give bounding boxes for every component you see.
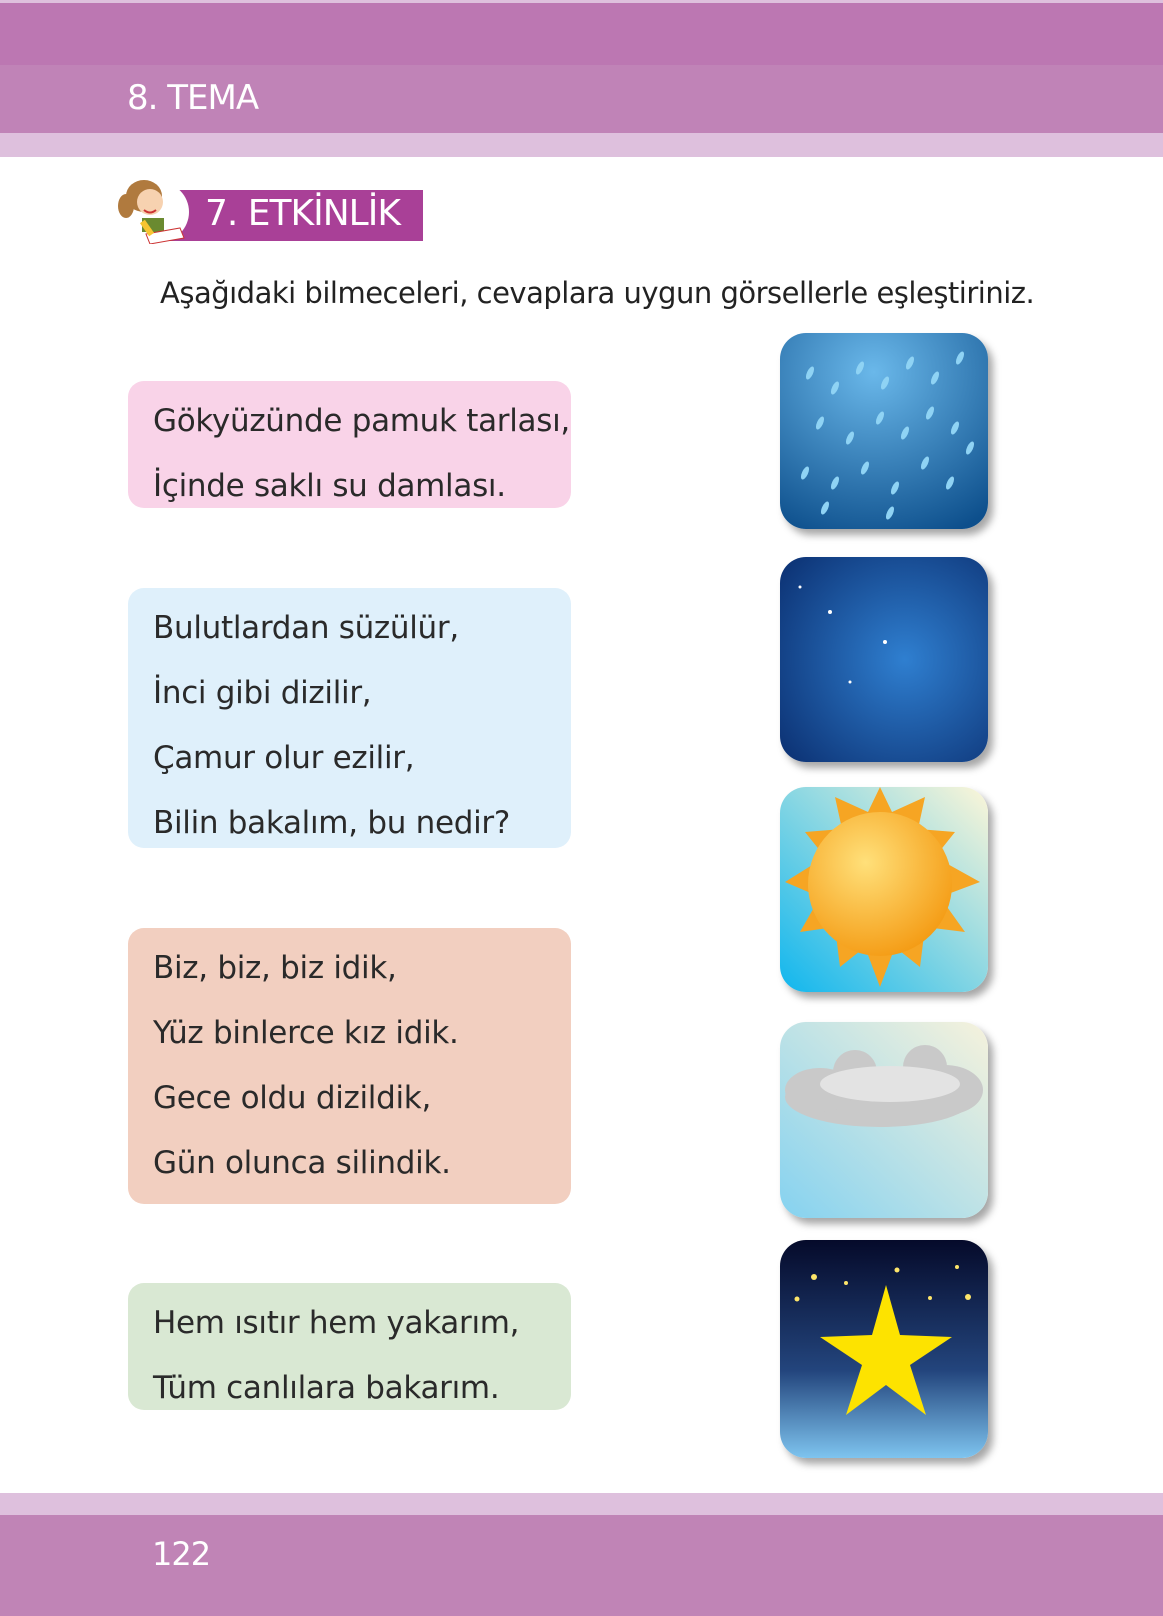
star-icon (780, 1240, 988, 1458)
riddle-box-3 (128, 928, 571, 1204)
header-band (0, 3, 1163, 65)
riddle-line: Gün olunca silindik. (153, 1145, 451, 1181)
moon-icon (780, 557, 988, 762)
rain-picture (780, 333, 988, 529)
riddle-box-1 (128, 381, 571, 508)
riddle-line: Bulutlardan süzülür, (153, 610, 459, 646)
riddle-line: Gökyüzünde pamuk tarlası, (153, 403, 570, 439)
star-picture (780, 1240, 988, 1458)
cloud-picture (780, 1022, 988, 1218)
riddle-line: Yüz binlerce kız idik. (153, 1015, 459, 1051)
sun-icon (780, 787, 988, 992)
riddle-line: Bilin bakalım, bu nedir? (153, 805, 511, 841)
footer-light-band (0, 1493, 1163, 1515)
page-number: 122 (152, 1535, 211, 1573)
instruction-text: Aşağıdaki bilmeceleri, cevaplara uygun görsellerle eşleştiriniz. (160, 276, 1035, 310)
riddle-line: Çamur olur ezilir, (153, 740, 415, 776)
riddle-line: Biz, biz, biz idik, (153, 950, 397, 986)
riddle-line: Tüm canlılara bakarım. (153, 1370, 500, 1406)
rain-icon (780, 333, 988, 529)
riddle-line: Gece oldu dizildik, (153, 1080, 432, 1116)
activity-title: 7. ETKİNLİK (205, 193, 400, 234)
header-light-band (0, 133, 1163, 157)
cloud-icon (780, 1022, 988, 1218)
riddle-box-4 (128, 1283, 571, 1410)
girl-mascot-icon (114, 172, 192, 244)
riddle-box-2 (128, 588, 571, 848)
riddle-line: İçinde saklı su damlası. (153, 468, 506, 504)
riddle-line: İnci gibi dizilir, (153, 675, 372, 711)
moon-picture (780, 557, 988, 762)
riddle-line: Hem ısıtır hem yakarım, (153, 1305, 520, 1341)
sun-picture (780, 787, 988, 992)
theme-title: 8. TEMA (127, 78, 259, 118)
